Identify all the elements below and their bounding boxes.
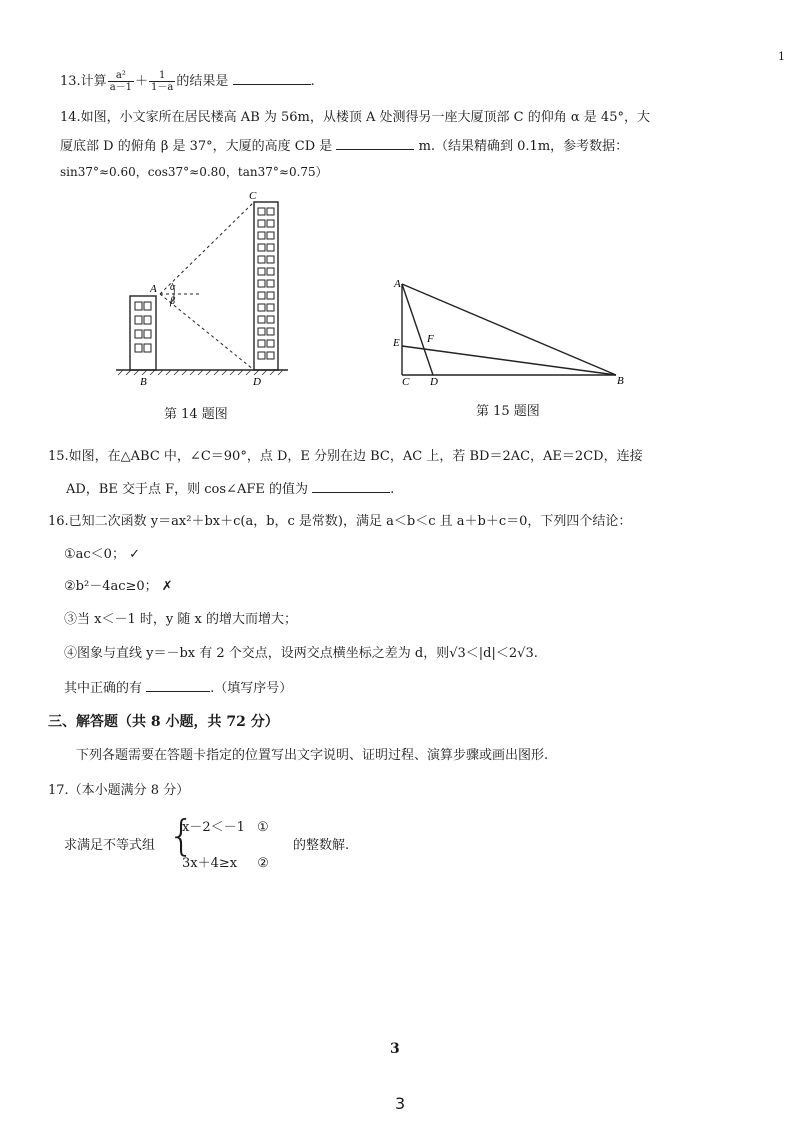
q16-answer-line: 其中正确的有 .（填写序号） <box>64 681 293 696</box>
q15-line-2: AD，BE 交于点 F，则 cos∠AFE 的值为 . <box>66 482 395 497</box>
fig15-caption: 第 15 题图 <box>476 404 540 419</box>
section-3-title: 三、解答题（共 8 小题，共 72 分） <box>48 714 279 730</box>
q14-line-1: 14.如图，小文家所在居民楼高 AB 为 56m，从楼顶 A 处测得另一座大厦顶部 C 的仰角 α 是 45°，大 <box>60 110 650 125</box>
q13-end: . <box>310 74 315 89</box>
section-3-instruction: 下列各题需要在答题卡指定的位置写出文字说明、证明过程、演算步骤或画出图形. <box>76 748 549 763</box>
q16-item-3: ③当 x＜－1 时，y 随 x 的增大而增大； <box>64 612 297 627</box>
q14-answer-blank[interactable] <box>336 137 414 150</box>
page-number-outer: 3 <box>395 1094 406 1113</box>
q17-brace: { <box>168 811 195 860</box>
q17-header: 17.（本小题满分 8 分） <box>48 783 190 798</box>
q17-tag-2: ② <box>257 856 269 871</box>
fig15-label-b: B <box>617 375 624 387</box>
fig14-label-c: C <box>249 190 257 202</box>
q16-answer-blank[interactable] <box>146 679 210 692</box>
q17-suffix: 的整数解. <box>293 838 350 853</box>
q17-inequality-1: x－2＜－1 ① <box>182 820 269 835</box>
fig14-label-a: A <box>150 283 157 295</box>
fig14-label-d: D <box>253 376 261 388</box>
fig14-caption: 第 14 题图 <box>164 407 228 422</box>
q17-tag-1: ① <box>257 820 269 835</box>
q13-fraction-2: $\frac{1}{1-a}$ <box>151 70 174 93</box>
q16-item-2-cross-mark: ✗ <box>161 579 173 594</box>
q15-answer-blank[interactable] <box>312 480 390 493</box>
fig15-label-c: C <box>402 376 410 388</box>
q16-intro: 16.已知二次函数 y＝ax²＋bx＋c(a，b，c 是常数)，满足 a＜b＜c 且 a＋b＋c＝0，下列四个结论： <box>48 514 632 529</box>
fig15-label-f: F <box>427 333 434 345</box>
margin-mark: 1 <box>778 50 785 63</box>
q13-answer-blank[interactable] <box>233 72 311 85</box>
q14-line-3: sin37°≈0.60，cos37°≈0.80，tan37°≈0.75） <box>60 165 328 179</box>
q13-fraction-1: $\frac{\text{a²}}{a-1}$ <box>109 70 133 93</box>
q13-plus: ＋ <box>135 74 149 89</box>
question-13 <box>60 70 315 93</box>
q17-inequality-2: 3x＋4≥x ② <box>182 856 269 871</box>
q16-item-1-check-mark: ✓ <box>129 547 141 562</box>
figure-14 <box>110 186 300 396</box>
fig15-label-a: A <box>394 278 401 290</box>
q17-prefix: 求满足不等式组 <box>64 838 156 853</box>
q15-line-1: 15.如图，在△ABC 中，∠C＝90°，点 D，E 分别在边 BC，AC 上，若 BD＝2AC，AE＝2CD，连接 <box>48 449 643 464</box>
q16-item-1: ①ac＜0； ✓ <box>64 547 141 562</box>
q13-prefix: 13.计算 <box>60 74 107 89</box>
q14-line-2: 厦底部 D 的俯角 β 是 37°，大厦的高度 CD 是 m.（结果精确到 0.1m，参考数据： <box>60 139 629 154</box>
q13-suffix: 的结果是 <box>176 74 229 89</box>
fig15-label-e: E <box>393 337 400 349</box>
fig14-label-b: B <box>140 376 147 388</box>
fig14-label-alpha: α <box>170 282 176 293</box>
fig14-label-beta: β <box>170 296 175 307</box>
page-number-inner: 3 <box>390 1041 400 1057</box>
q16-item-2: ②b²－4ac≥0； ✗ <box>64 579 173 594</box>
figure-15 <box>390 274 630 394</box>
q16-item-4: ④图象与直线 y＝－bx 有 2 个交点，设两交点横坐标之差为 d，则√3＜|d|＜2√3. <box>64 646 538 661</box>
fig15-label-d: D <box>430 376 438 388</box>
